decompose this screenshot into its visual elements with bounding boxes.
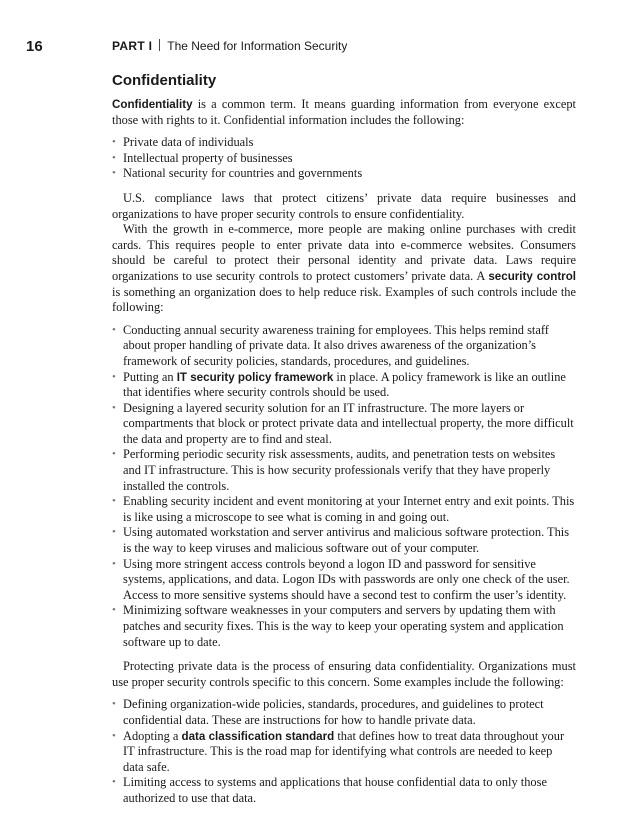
list-item-text: Adopting a	[123, 728, 182, 743]
section-heading: Confidentiality	[112, 72, 217, 89]
running-header	[26, 38, 598, 56]
compliance-paragraph: U.S. compliance laws that protect citizens’ private data require businesses and organizations to have proper security controls to ensure confidentiality.	[112, 190, 576, 221]
list-item: • Performing periodic security risk assessments, audits, and penetration tests on websites and IT infrastructure. This is how security professionals verify that they have properly installed the controls.	[112, 447, 576, 494]
ecommerce-paragraph	[112, 222, 576, 316]
list-item: • Designing a layered security solution for an IT infrastructure. The more layers or compartments that block or protect private data and intellectual property, the more difficult the data and property are to find and steal.	[112, 401, 576, 448]
key-term: Confidentiality	[112, 98, 193, 111]
paragraph-text: is something an organization does to help reduce risk. Examples of such controls include the following:	[112, 284, 576, 315]
confidential-info-list	[112, 135, 576, 182]
part-title: The Need for Information Security	[167, 39, 348, 53]
paragraph-text: With the growth in e-commerce, more people are making online purchases with credit cards. This requires people to enter private data into e-commerce websites. Consumers should be careful to protect their personal identity and private data. Laws require organizations to use security controls to protect customers’ private data. A	[112, 222, 576, 283]
list-item: • Using more stringent access controls beyond a logon ID and password for sensitive systems, applications, and data. Logon IDs with passwords are only one check of the user. Access to more sensitive systems should have a second test to confirm the user’s identity.	[112, 557, 576, 604]
list-item: • Intellectual property of businesses	[112, 151, 576, 167]
confidentiality-examples-list	[112, 697, 576, 806]
security-controls-list	[112, 323, 576, 650]
part-heading	[112, 39, 347, 53]
list-item	[112, 370, 576, 401]
list-item: • National security for countries and governments	[112, 166, 576, 182]
intro-text: is a common term. It means guarding information from everyone except those with rights to it. Confidential information includes the following:	[112, 97, 576, 127]
list-item: • Private data of individuals	[112, 135, 576, 151]
list-item: • Minimizing software weaknesses in your computers and servers by updating them with patches and security fixes. This is the way to keep your operating system and application software up to date.	[112, 603, 576, 650]
list-item: • Using automated workstation and server antivirus and malicious software protection. This is the way to keep viruses and malicious software out of your computer.	[112, 525, 576, 556]
header-divider	[159, 39, 160, 51]
body-content	[112, 72, 576, 816]
list-item: • Limiting access to systems and applications that house confidential data to only those authorized to use that data.	[112, 775, 576, 806]
list-item: • Defining organization-wide policies, standards, procedures, and guidelines to protect confidential data. These are instructions for how to handle private data.	[112, 697, 576, 728]
intro-paragraph	[112, 97, 576, 128]
list-item: • Conducting annual security awareness training for employees. This helps remind staff about proper handling of private data. It also drives awareness of the organization’s framework of security policies, standards, procedures, and guidelines.	[112, 323, 576, 370]
list-item-text: in place. A policy framework is like an outline that identifies where security controls should be used.	[123, 369, 566, 400]
key-term: data classification standard	[181, 729, 335, 743]
part-label: PART I	[112, 39, 153, 53]
key-term: IT security policy framework	[176, 370, 334, 384]
list-item-text: that defines how to treat data throughout your IT infrastructure. This is the road map for identifying what controls are needed to keep data safe.	[123, 728, 565, 774]
key-term: security control	[488, 269, 576, 283]
list-item	[112, 729, 576, 776]
page-number: 16	[26, 38, 43, 55]
list-item: • Enabling security incident and event monitoring at your Internet entry and exit points. This is like using a microscope to see what is coming in and going out.	[112, 494, 576, 525]
list-item-text: Putting an	[123, 369, 177, 384]
protecting-data-paragraph: Protecting private data is the process of ensuring data confidentiality. Organizations must use proper security controls specific to this concern. Some examples include the following:	[112, 659, 576, 689]
